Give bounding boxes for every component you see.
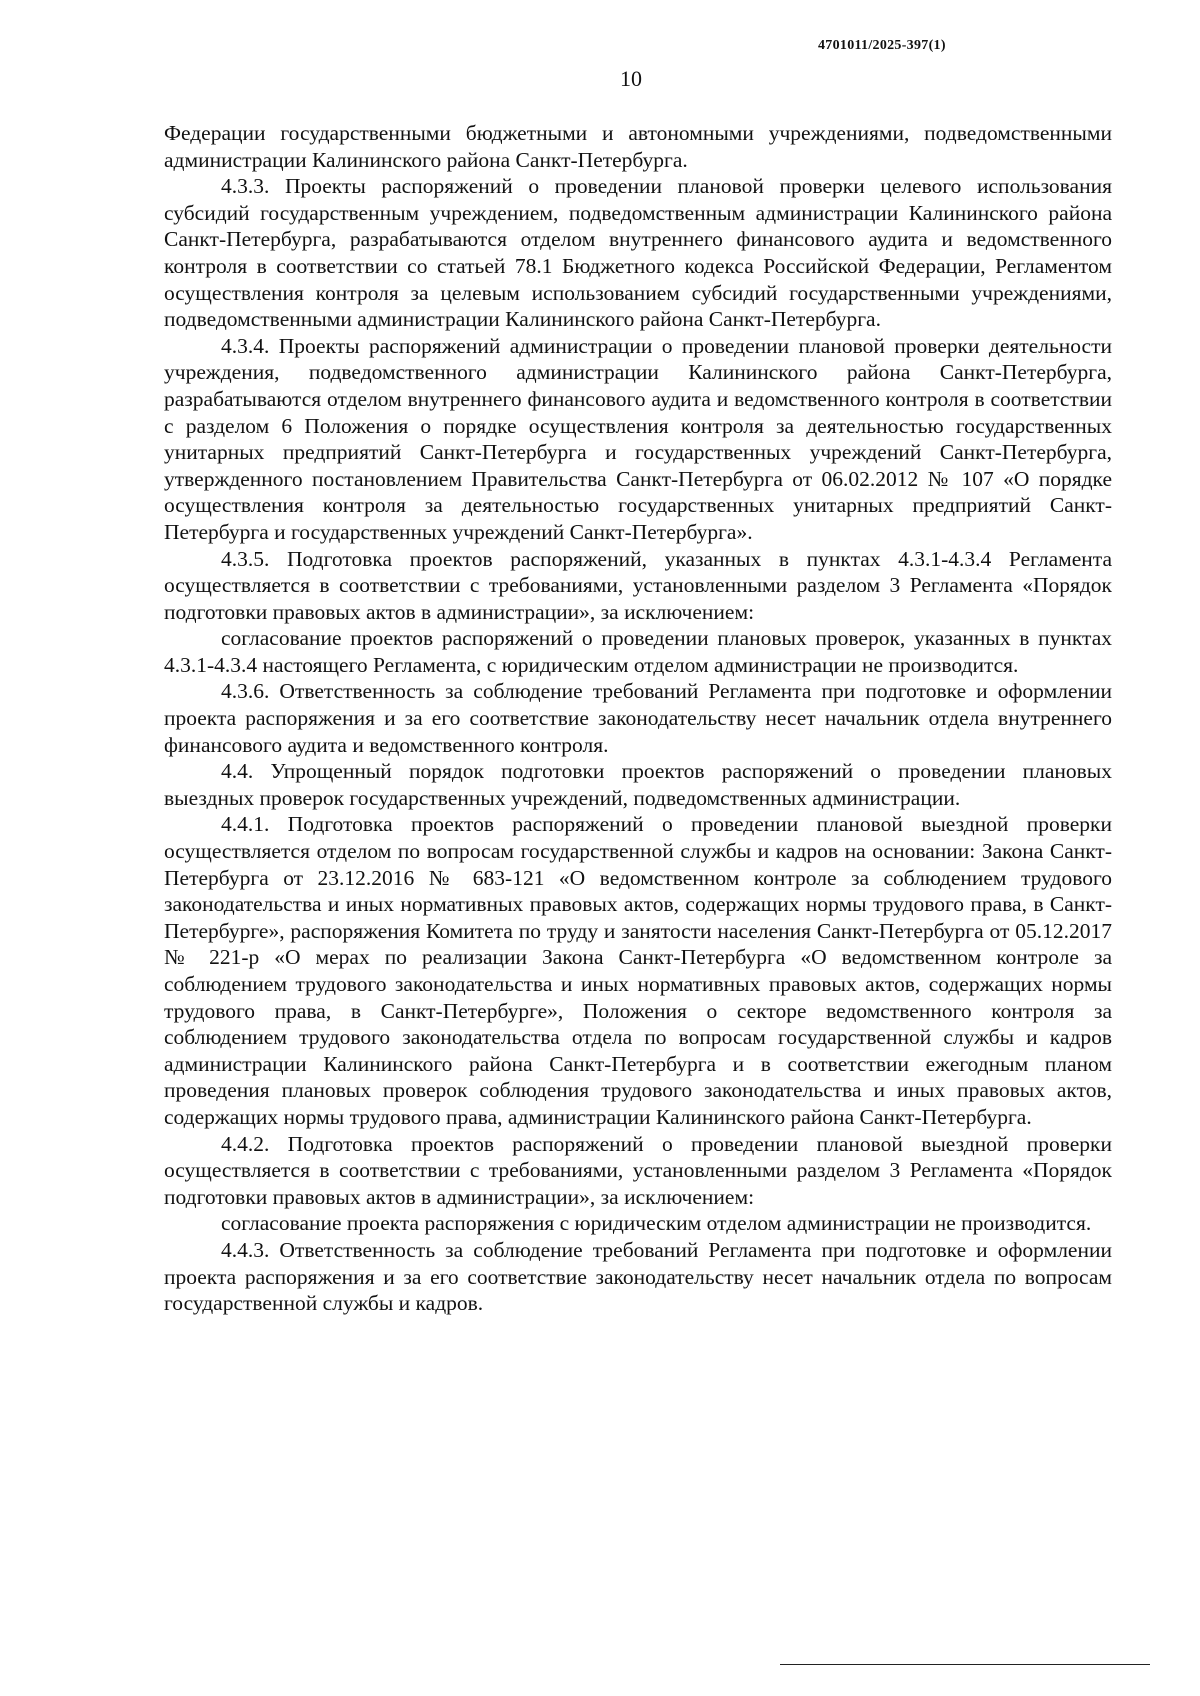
paragraph-4-3-5-exception: согласование проектов распоряжений о проведении плановых проверок, указанных в пунктах 4.3.1-4.3.4 настоящего Регламента, с юридическим отделом администрации не производится. [164, 626, 1112, 677]
document-registration-number: 4701011/2025-397(1) [818, 38, 946, 53]
paragraph-4-4-2-exception: согласование проекта распоряжения с юридическим отделом администрации не производится. [221, 1211, 1092, 1236]
document-body [164, 120, 1112, 1317]
page-number: 10 [620, 66, 642, 91]
paragraph-4-4-3: 4.4.3. Ответственность за соблюдение требований Регламента при подготовке и оформлении проекта распоряжения и за его соответствие законодательству несет начальник отдела по вопросам государственной службы и кадров. [164, 1237, 1112, 1316]
paragraph-4-3-4: 4.3.4. Проекты распоряжений администрации о проведении плановой проверки деятельности учреждения, подведомственного администрации Калининского района Санкт-Петербурга, разрабатываются отделом внутреннего финансового аудита и ведомственного контроля в соответствии с разделом 6 Положения о порядке осуществления контроля за деятельностью государственных унитарных предприятий Санкт-Петербурга и государственных учреждений Санкт-Петербурга, утвержденного постановлением Правительства Санкт-Петербурга от 06.02.2012 № 107 «О порядке осуществления контроля за деятельностью государственных унитарных предприятий Санкт-Петербурга и государственных учреждений Санкт-Петербурга». [164, 333, 1112, 544]
paragraph-4-3-3: 4.3.3. Проекты распоряжений о проведении плановой проверки целевого использования субсидий государственным учреждением, подведомственным администрации Калининского района Санкт-Петербурга, разрабатываются отделом внутреннего финансового аудита и ведомственного контроля в соответствии со статьей 78.1 Бюджетного кодекса Российской Федерации, Регламентом осуществления контроля за целевым использованием субсидий государственными учреждениями, подведомственными администрации Калининского района Санкт-Петербурга. [164, 174, 1112, 332]
footer-divider-line [780, 1664, 1150, 1665]
paragraph-continuation: Федерации государственными бюджетными и автономными учреждениями, подведомственными администрации Калининского района Санкт-Петербурга. [164, 121, 1112, 172]
paragraph-4-4-2: 4.4.2. Подготовка проектов распоряжений о проведении плановой выездной проверки осуществляется в соответствии с требованиями, установленными разделом 3 Регламента «Порядок подготовки правовых актов в администрации», за исключением: [164, 1131, 1112, 1209]
paragraph-4-3-6: 4.3.6. Ответственность за соблюдение требований Регламента при подготовке и оформлении проекта распоряжения и за его соответствие законодательству несет начальник отдела внутреннего финансового аудита и ведомственного контроля. [164, 679, 1112, 757]
paragraph-4-4-1: 4.4.1. Подготовка проектов распоряжений о проведении плановой выездной проверки осуществляется отделом по вопросам государственной службы и кадров на основании: Закона Санкт-Петербурга от 23.12.2016 № 683-121 «О ведомственном контроле за соблюдением трудового законодательства и иных нормативных правовых актов, содержащих нормы трудового права, в Санкт-Петербурге», распоряжения Комитета по труду и занятости населения Санкт-Петербурга от 05.12.2017 № 221-р «О мерах по реализации Закона Санкт-Петербурга «О ведомственном контроле за соблюдением трудового законодательства и иных нормативных правовых актов, содержащих нормы трудового права, в Санкт-Петербурге», Положения о секторе ведомственного контроля за соблюдением трудового законодательства отдела по вопросам государственной службы и кадров администрации Калининского района Санкт-Петербурга и в соответствии ежегодным планом проведения плановых проверок соблюдения трудового законодательства и иных правовых актов, содержащих нормы трудового права, администрации Калининского района Санкт-Петербурга. [164, 812, 1112, 1129]
paragraph-4-4: 4.4. Упрощенный порядок подготовки проектов распоряжений о проведении плановых выездных проверок государственных учреждений, подведомственных администрации. [164, 759, 1112, 810]
paragraph-4-3-5: 4.3.5. Подготовка проектов распоряжений, указанных в пунктах 4.3.1-4.3.4 Регламента осуществляется в соответствии с требованиями, установленными разделом 3 Регламента «Порядок подготовки правовых актов в администрации», за исключением: [164, 546, 1112, 624]
